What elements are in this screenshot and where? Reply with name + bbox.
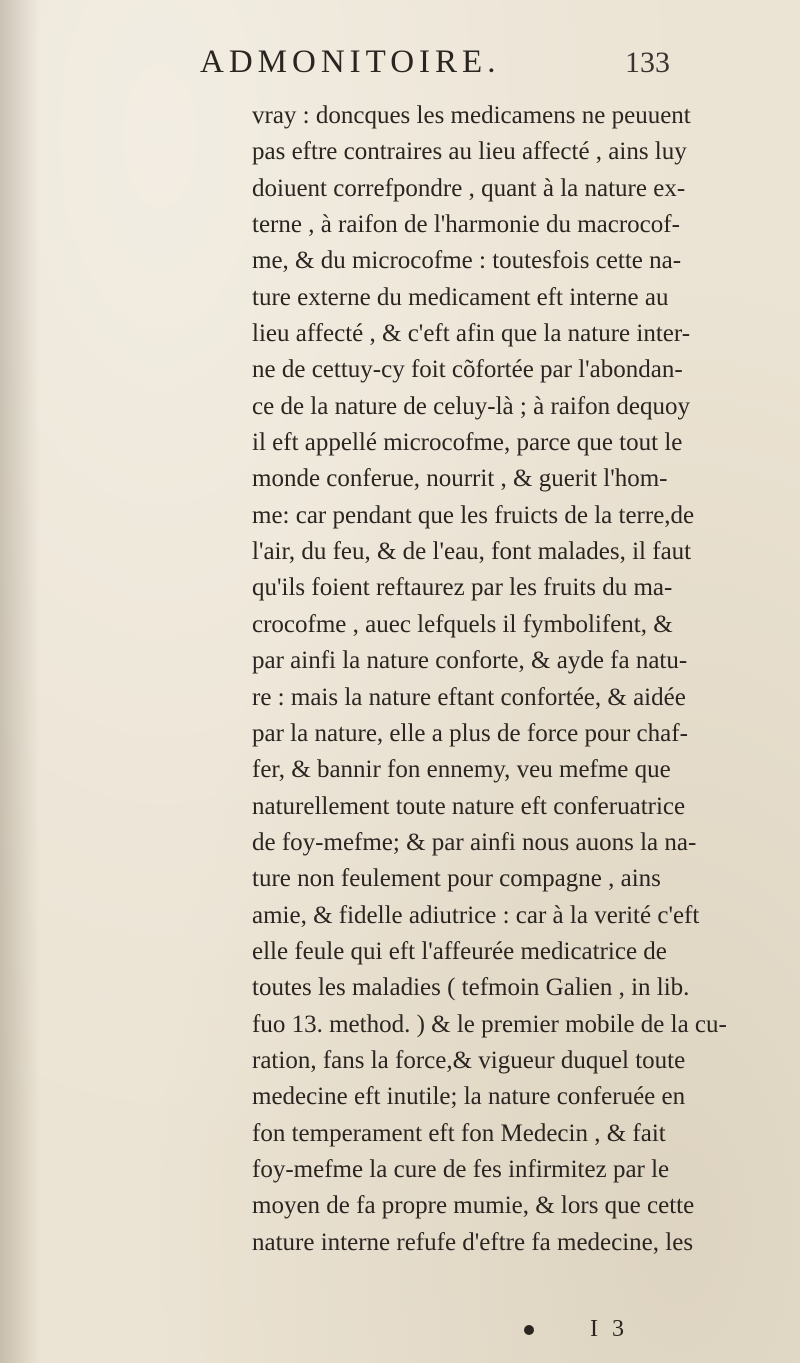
text-line: il eft appellé microcofme, parce que tout le	[252, 429, 683, 457]
text-line: monde conferue, nourrit , & guerit l'hom-	[252, 465, 668, 493]
text-line: nature interne refufe d'eftre fa medecine, les	[252, 1228, 694, 1256]
text-line: vray : doncques les medicamens ne peuuent	[252, 102, 691, 129]
text-line: ne de cettuy-cy foit cõfortée par l'abondan-	[252, 356, 683, 384]
page-number: 133	[625, 46, 670, 79]
text-line: ration, fans la force,& vigueur duquel toute	[252, 1046, 686, 1074]
signature-mark: I 3	[590, 1316, 628, 1342]
text-line: elle feule qui eft l'affeurée medicatrice de	[252, 937, 667, 965]
text-line: medecine eft inutile; la nature conferuée en	[252, 1083, 686, 1111]
text-line: ture non feulement pour compagne , ains	[252, 865, 661, 893]
page-gutter-shadow	[0, 0, 40, 1363]
text-line: de foy-mefme; & par ainfi nous auons la na-	[252, 828, 697, 856]
text-line: par la nature, elle a plus de force pour chaf-	[252, 719, 688, 747]
text-line: moyen de fa propre mumie, & lors que cette	[252, 1192, 695, 1220]
text-line: pas eftre contraires au lieu affecté , ains luy	[252, 138, 687, 166]
text-line: par ainfi la nature conforte, & ayde fa natu-	[252, 647, 688, 675]
text-line: ture externe du medicament eft interne au	[252, 283, 669, 311]
text-line: crocofme , auec lefquels il fymbolifent, &	[252, 610, 673, 638]
text-line: ce de la nature de celuy-là ; à raifon dequoy	[252, 392, 690, 420]
body-text	[252, 98, 727, 1261]
text-line: re : mais la nature eftant confortée, & aidée	[252, 683, 686, 711]
text-line: terne , à raifon de l'harmonie du macrocof-	[252, 211, 680, 239]
ink-dot	[524, 1325, 534, 1335]
text-line: fon temperament eft fon Medecin , & fait	[252, 1119, 666, 1147]
text-line: fer, & bannir fon ennemy, veu mefme que	[252, 756, 671, 784]
page-header	[200, 44, 670, 94]
text-line: qu'ils foient reftaurez par les fruits du ma-	[252, 574, 673, 602]
text-line: toutes les maladies ( tefmoin Galien , in lib.	[252, 974, 690, 1002]
text-line: naturellement toute nature eft conferuatrice	[252, 792, 686, 820]
text-line: me: car pendant que les fruicts de la terre,de	[252, 501, 695, 529]
text-line: amie, & fidelle adiutrice : car à la verité c'eft	[252, 901, 700, 929]
text-line: foy-mefme la cure de fes infirmitez par le	[252, 1155, 670, 1183]
text-line: lieu affecté , & c'eft afin que la nature inter-	[252, 320, 691, 348]
text-line: me, & du microcofme : toutesfois cette na-	[252, 247, 682, 275]
text-line: doiuent correfpondre , quant à la nature ex-	[252, 174, 686, 202]
text-line: l'air, du feu, & de l'eau, font malades, il faut	[252, 538, 692, 566]
running-title: ADMONITOIRE.	[200, 44, 501, 80]
text-line: fuo 13. method. ) & le premier mobile de la cu-	[252, 1010, 727, 1038]
